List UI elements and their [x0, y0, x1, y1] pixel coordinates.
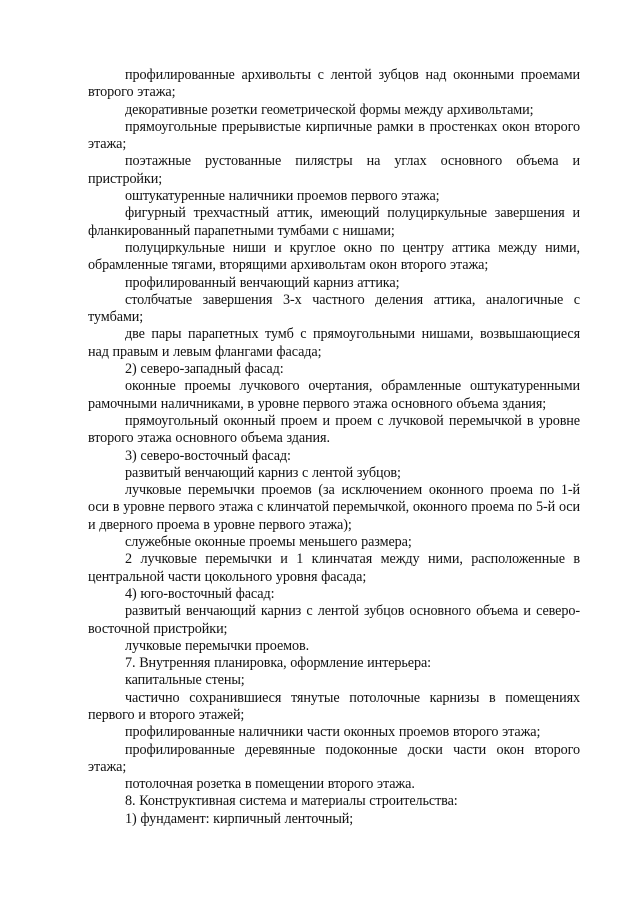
paragraph: декоративные розетки геометрической формы между архивольтами;: [125, 101, 534, 118]
paragraph: полуциркульные ниши и круглое окно по центру аттика между ними, обрамленные тягами, вторящими архивольтам окон второго этажа;: [88, 239, 580, 274]
section-heading: 1) фундамент: кирпичный ленточный;: [125, 810, 354, 827]
paragraph: капитальные стены;: [125, 672, 245, 689]
document-body: [88, 67, 580, 828]
paragraph: частично сохранившиеся тянутые потолочные карнизы в помещениях первого и второго этажей;: [88, 689, 580, 723]
paragraph: прямоугольный оконный проем и проем с лучковой перемычкой в уровне второго этажа основного объема здания.: [88, 412, 580, 447]
paragraph: профилированный венчающий карниз аттика;: [125, 274, 400, 291]
paragraph: 2 лучковые перемычки и 1 клинчатая между ними, расположенные в центральной части цокольного уровня фасада;: [88, 551, 580, 585]
paragraph: две пары парапетных тумб с прямоугольными нишами, возвышающиеся над правым и левым флангами фасада;: [88, 326, 580, 360]
paragraph: развитый венчающий карниз с лентой зубцов основного объема и северо-восточной пристройки;: [88, 603, 580, 637]
paragraph: оштукатуренные наличники проемов первого этажа;: [125, 188, 440, 205]
section-heading: 2) северо-западный фасад:: [125, 361, 284, 378]
paragraph: профилированные наличники части оконных проемов второго этажа;: [125, 724, 541, 741]
section-heading: 8. Конструктивная система и материалы строительства:: [125, 793, 458, 810]
paragraph: оконные проемы лучкового очертания, обрамленные оштукатуренными рамочными наличниками, в уровне первого этажа основного объема здания;: [88, 378, 580, 412]
section-heading: 3) северо-восточный фасад:: [125, 447, 291, 464]
paragraph: лучковые перемычки проемов (за исключением оконного проема по 1-й оси в уровне первого этажа с клинчатой перемычкой, оконного проема по 5-й оси и дверного проема в уровне первого этажа);: [88, 482, 580, 533]
paragraph: профилированные архивольты с лентой зубцов над оконными проемами второго этажа;: [88, 67, 580, 101]
paragraph: профилированные деревянные подоконные доски части окон второго этажа;: [88, 741, 580, 775]
paragraph: прямоугольные прерывистые кирпичные рамки в простенках окон второго этажа;: [88, 118, 580, 153]
paragraph: потолочная розетка в помещении второго этажа.: [125, 776, 415, 793]
paragraph: столбчатые завершения 3-х частного деления аттика, аналогичные с тумбами;: [88, 291, 580, 326]
section-heading: 7. Внутренняя планировка, оформление интерьера:: [125, 655, 432, 672]
section-heading: 4) юго-восточный фасад:: [125, 585, 275, 602]
paragraph: развитый венчающий карниз с лентой зубцов;: [125, 464, 401, 481]
paragraph: поэтажные рустованные пилястры на углах основного объема и пристройки;: [88, 153, 580, 187]
paragraph: лучковые перемычки проемов.: [125, 637, 310, 654]
paragraph: служебные оконные проемы меньшего размера;: [125, 534, 412, 551]
paragraph: фигурный трехчастный аттик, имеющий полуциркульные завершения и фланкированный парапетными тумбами с нишами;: [88, 205, 580, 239]
